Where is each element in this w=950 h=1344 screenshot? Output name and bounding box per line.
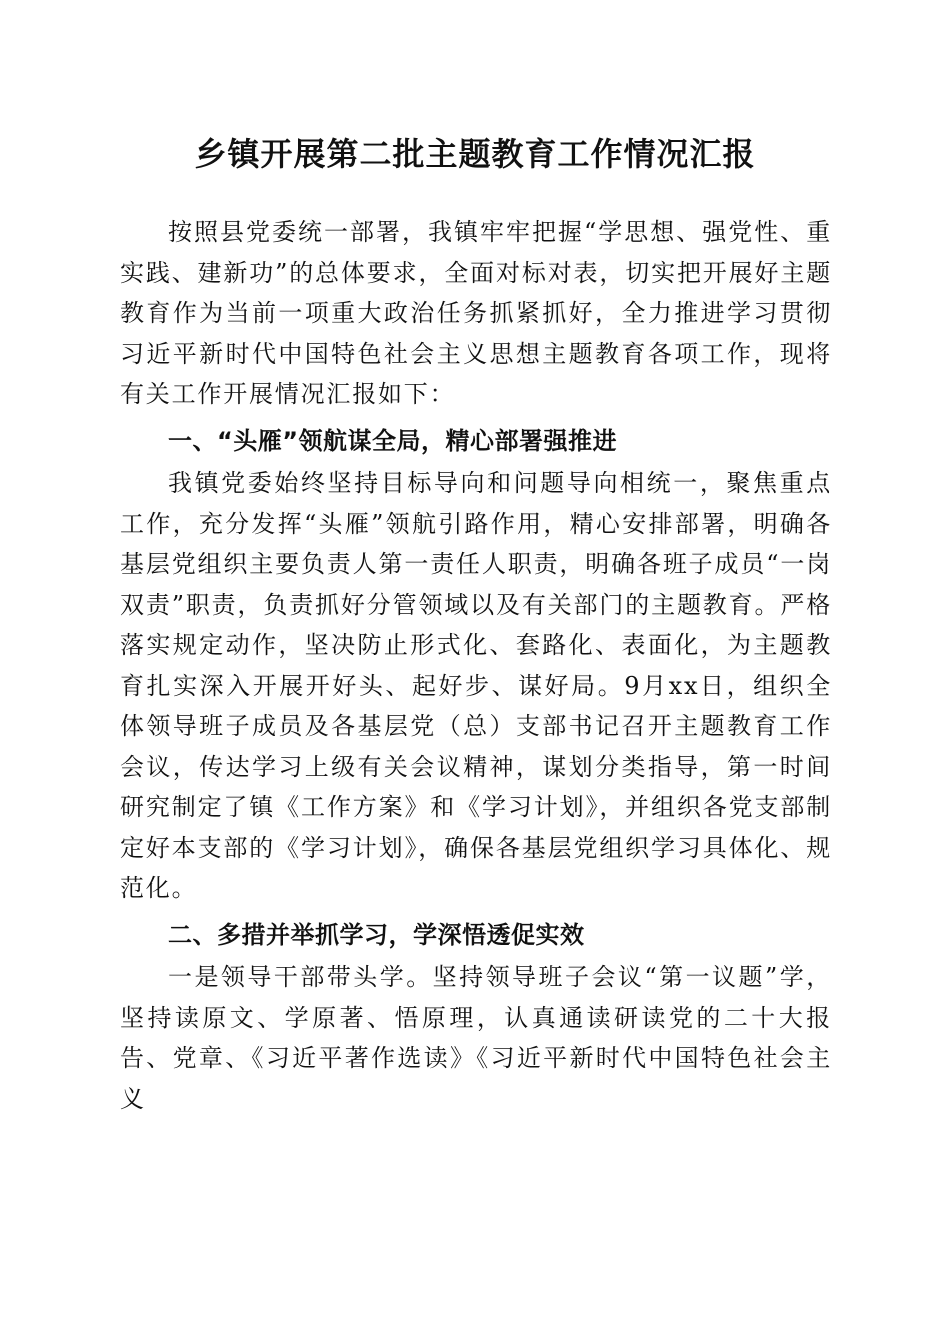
intro-paragraph: 按照县党委统一部署，我镇牢牢把握“学思想、强党性、重实践、建新功”的总体要求，全面对标对表，切实把开展好主题教育作为当前一项重大政治任务抓紧抓好，全力推进学习贯彻习近平新时代中国特色社会主义思想主题教育各项工作，现将有关工作开展情况汇报如下： — [120, 218, 832, 408]
section-1-heading: 一、“头雁”领航谋全局，精心部署强推进 — [168, 426, 618, 455]
document-body — [120, 212, 832, 1119]
document-title: 乡镇开展第二批主题教育工作情况汇报 — [194, 135, 756, 173]
section-2-heading: 二、多措并举抓学习，学深悟透促实效 — [168, 920, 585, 949]
section-1-paragraph: 我镇党委始终坚持目标导向和问题导向相统一，聚焦重点工作，充分发挥“头雁”领航引路作用，精心安排部署，明确各基层党组织主要负责人第一责任人职责，明确各班子成员“一岗双责”职责，负责抓好分管领域以及有关部门的主题教育。严格落实规定动作，坚决防止形式化、套路化、表面化，为主题教育扎实深入开展开好头、起好步、谋好局。9月xx日，组织全体领导班子成员及各基层党（总）支部书记召开主题教育工作会议，传达学习上级有关会议精神，谋划分类指导，第一时间研究制定了镇《工作方案》和《学习计划》，并组织各党支部制定好本支部的《学习计划》，确保各基层党组织学习具体化、规范化。 — [120, 469, 832, 902]
section-2-paragraph: 一是领导干部带头学。坚持领导班子会议“第一议题”学，坚持读原文、学原著、悟原理，认真通读研读党的二十大报告、党章、《习近平著作选读》《习近平新时代中国特色社会主义 — [120, 963, 832, 1113]
